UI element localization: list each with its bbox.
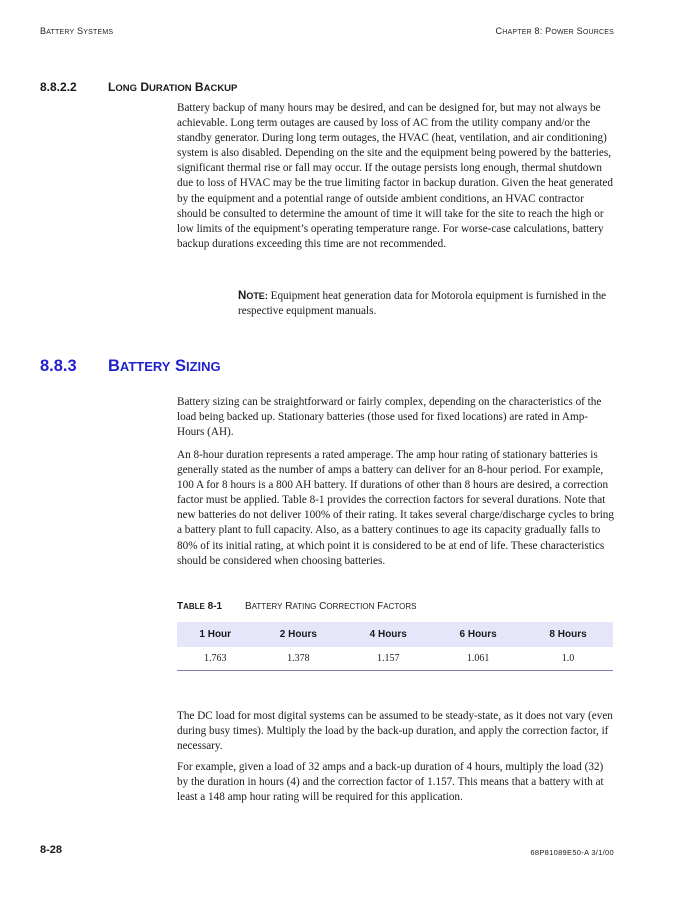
table-label: TABLE 8-1 — [177, 601, 223, 612]
note-text: Equipment heat generation data for Motorola equipment is furnished in the respective equipment manuals. — [238, 290, 607, 318]
table-cell: 1.763 — [177, 647, 253, 671]
document-id: 68P81089E50-A 3/1/00 — [530, 848, 614, 857]
table-header-row — [177, 622, 613, 647]
table-header-cell: 6 Hours — [433, 622, 523, 647]
paragraph-amp-hour-rating: An 8-hour duration represents a rated amperage. The amp hour rating of stationary batteries is generally stated as the number of amps a battery can deliver for an 8-hour period. For example, 100 A for 8 hours is a 800 AH battery. If durations of other than 8 hours are desired, a correction factor must be applied. Table 8-1 provides the correction factors for several durations. Note that new batteries do not deliver 100% of their rating. It takes several charge/discharge cycles to bring a battery plant to full capacity. Also, as a battery continues to age its capacity gradually falls to 80% of its initial rating, at which point it is considered to be at end of life. These characteristics should be considered when choosing batteries. — [177, 449, 614, 567]
table-header-cell: 8 Hours — [523, 622, 613, 647]
paragraph-sizing-example: For example, given a load of 32 amps and a back-up duration of 4 hours, multiply the load (32) by the duration in hours (4) and the correction factor of 1.157. This means that a battery with at least a 148 amp hour rating will be required for this application. — [177, 761, 604, 804]
note-label: NOTE: — [238, 290, 268, 302]
paragraph-long-duration-backup: Battery backup of many hours may be desired, and can be designed for, but may not always be achievable. Long term outages are caused by loss of AC from the utility company and/or the standby generator. During long term outages, the HVAC (heat, ventilation, and air conditioning) system is also disabled. Depending on the site and the equipment being powered by the batteries, significant thermal rise or fall may occur. If the outage persists long enough, thermal shutdown due to loss of HVAC may be the true limiting factor in backup duration. Given the heat generated by the equipment and a potential range of outside ambient conditions, an HVAC contractor should be consulted to determine the amount of time it will take for the site to reach the high or low limits of the equipment’s operating temperature range. For worse-case calculations, battery backup durations exceeding this time are not recommended. — [177, 102, 613, 250]
table-cell: 1.157 — [343, 647, 433, 671]
page-number: 8-28 — [40, 844, 63, 856]
table-header-cell: 2 Hours — [253, 622, 343, 647]
section-number: 8.8.2.2 — [40, 80, 77, 94]
table-cell: 1.378 — [253, 647, 343, 671]
section-number: 8.8.3 — [40, 357, 77, 375]
note-block — [238, 289, 613, 319]
paragraph-dc-load: The DC load for most digital systems can be assumed to be steady-state, as it does not vary (even during busy times). Multiply the load by the back-up duration, and apply the correction factor, if necessary. — [177, 710, 613, 753]
table-cell: 1.0 — [523, 647, 613, 671]
paragraph-battery-sizing-intro: Battery sizing can be straightforward or fairly complex, depending on the characteristics of the load being backed up. Stationary batteries (those used for fixed locations) are rated in Amp-Hours (AH). — [177, 396, 602, 439]
running-header-right: CHAPTER 8: POWER SOURCES — [495, 26, 614, 36]
table-caption: TABLE 8-1 BATTERY RATING CORRECTION FACTORS — [177, 601, 417, 612]
running-header-left: BATTERY SYSTEMS — [40, 26, 114, 36]
section-heading-long-duration-backup: 8.8.2.2 LONG DURATION BACKUP — [40, 80, 238, 94]
battery-rating-correction-table — [177, 622, 613, 671]
table-cell: 1.061 — [433, 647, 523, 671]
section-heading-battery-sizing: 8.8.3 BATTERY SIZING — [40, 357, 221, 375]
table-header-cell: 4 Hours — [343, 622, 433, 647]
table-row — [177, 647, 613, 671]
table-header-cell: 1 Hour — [177, 622, 253, 647]
